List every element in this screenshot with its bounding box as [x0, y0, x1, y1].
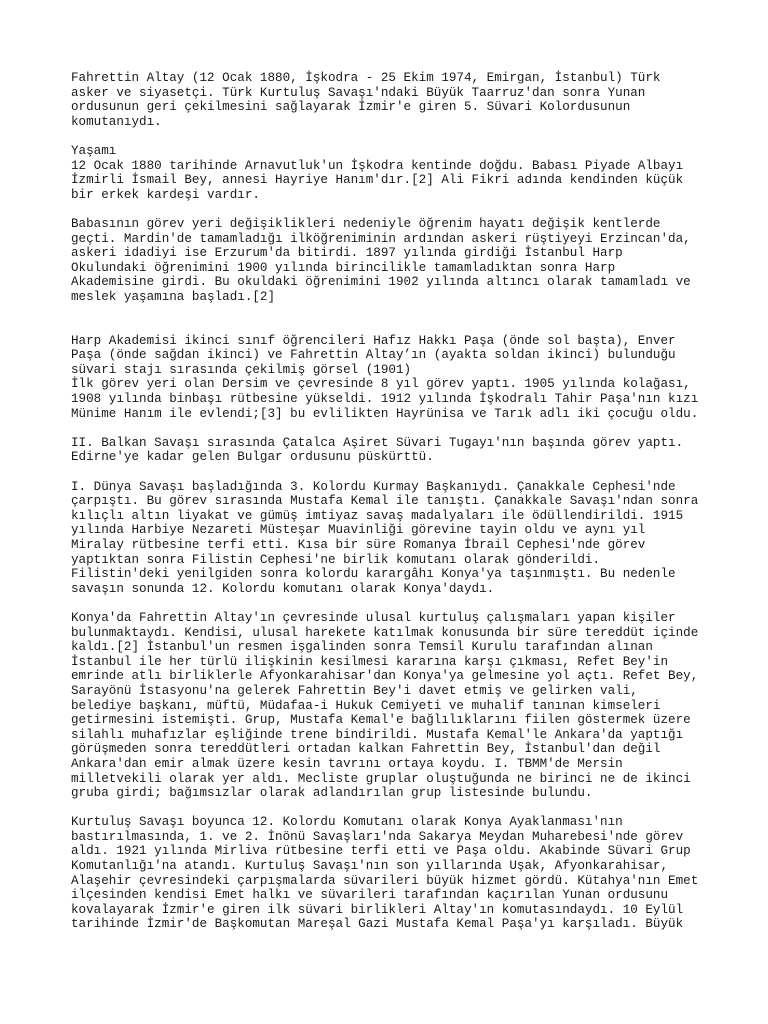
text-line: Paşa (önde sağdan ikinci) ve Fahrettin Altay’ın (ayakta soldan ikinci) bulunduğu	[71, 348, 676, 363]
text-line: meslek yaşamına başladı.[2]	[71, 289, 276, 304]
text-line: Akademisine girdi. Bu okuldaki öğrenimini 1902 yılında altıncı olarak tamamladı ve	[71, 275, 691, 290]
text-line: ordusunun geri çekilmesini sağlayarak İzmir'e giren 5. Süvari Kolordusunun	[71, 100, 631, 115]
text-line: Alaşehir çevresindeki çarpışmalarda süvarileri büyük hizmet gördü. Kütahya'nın Emet	[71, 873, 699, 888]
text-line: tarihinde İzmir'de Başkomutan Mareşal Gazi Mustafa Kemal Paşa'yı karşıladı. Büyük	[71, 917, 684, 932]
paragraph-liberation	[71, 815, 711, 932]
text-line: Kurtuluş Savaşı boyunca 12. Kolordu Komutanı olarak Konya Ayaklanması'nın	[71, 815, 623, 830]
paragraph-life	[71, 144, 711, 202]
text-line: Edirne'ye kadar gelen Bulgar ordusunu püskürttü.	[71, 450, 434, 465]
text-line: bastırılmasında, 1. ve 2. İnönü Savaşları'nda Sakarya Meydan Muharebesi'nde görev	[71, 829, 684, 844]
text-line: asker ve siyasetçi. Türk Kurtuluş Savaşı'ndaki Büyük Taarruz'dan sonra Yunan	[71, 85, 646, 100]
paragraph-wwi	[71, 480, 711, 597]
text-line: aldı. 1921 yılında Mirliva rütbesine terfi etti ve Paşa oldu. Akabinde Süvari Grup	[71, 844, 691, 859]
paragraph-konya	[71, 611, 711, 801]
text-line: ilçesinden kendisi Emet halkı ve süvarileri tarafından kaçırılan Yunan ordusunu	[71, 888, 669, 903]
text-line: belediye başkanı, müftü, Müdafaa-i Hukuk Cemiyeti ve muhalif tanınan kimseleri	[71, 698, 661, 713]
text-line: Konya'da Fahrettin Altay'ın çevresinde ulusal kurtuluş çalışmaları yapan kişiler	[71, 610, 676, 625]
paragraph-balkan	[71, 436, 711, 465]
text-line: Sarayönü İstasyonu'na gelerek Fahrettin Bey'i davet etmiş ve gelirken vali,	[71, 683, 638, 698]
text-line: Ankara'dan emir almak üzere kesin tavrını ortaya koydu. I. TBMM'de Mersin	[71, 756, 623, 771]
paragraph-education	[71, 217, 711, 305]
paragraph-intro	[71, 71, 711, 129]
text-line: kovalayarak İzmir'e giren ilk süvari birlikleri Altay'ın komutasındaydı. 10 Eylül	[71, 902, 684, 917]
text-line: İstanbul ile her türlü ilişkinin kesilmesi kararına karşı çıkması, Refet Bey'in	[71, 654, 669, 669]
text-line: Babasının görev yeri değişiklikleri nedeniyle öğrenim hayatı değişik kentlerde	[71, 216, 661, 231]
paragraph-caption-career	[71, 334, 711, 422]
text-line: Harp Akademisi ikinci sınıf öğrencileri Hafız Hakkı Paşa (önde sol başta), Enver	[71, 333, 676, 348]
text-line: süvari stajı sırasında çekilmiş görsel (1901)	[71, 362, 412, 377]
text-line: Miralay rütbesine terfi etti. Kısa bir süre Romanya İbrail Cephesi'nde görev	[71, 538, 646, 552]
text-line: kılıçlı altın liyakat ve gümüş imtiyaz savaş madalyaları ile ödüllendirildi. 1915	[71, 508, 684, 523]
text-line: savaşın sonunda 12. Kolordu komutanı olarak Konya'daydı.	[71, 581, 495, 596]
text-line: Okulundaki öğrenimini 1900 yılında birincilikle tamamladıktan sonra Harp	[71, 260, 616, 275]
text-line: getirmesini istemişti. Grup, Mustafa Kemal'e bağlılıklarını fiilen göstermek üzere	[71, 713, 691, 728]
text-line: Münime Hanım ile evlendi;[3] bu evlilikten Hayrünisa ve Tarık adlı iki çocuğu oldu.	[71, 406, 699, 421]
text-line: İzmirli İsmail Bey, annesi Hayriye Hanım'dır.[2] Ali Fikri adında kendinden küçük	[71, 173, 684, 188]
text-line: Fahrettin Altay (12 Ocak 1880, İşkodra - 25 Ekim 1974, Emirgan, İstanbul) Türk	[71, 71, 661, 85]
text-line: Komutanlığı'na atandı. Kurtuluş Savaşı'nın son yıllarında Uşak, Afyonkarahisar,	[71, 859, 669, 874]
text-line: emrinde atlı birliklerle Afyonkarahisar'dan Konya'ya gelmesine yol açtı. Refet Bey,	[71, 669, 699, 684]
text-line: yılında Harbiye Nezareti Müsteşar Muavinliği görevine tayin oldu ve aynı yıl	[71, 523, 646, 538]
text-line: yaptıktan sonra Filistin Cephesi'ne birlik komutanı olarak gönderildi.	[71, 552, 601, 567]
text-line: milletvekili olarak yer aldı. Mecliste gruplar oluştuğunda ne birinci ne de ikinci	[71, 771, 691, 786]
text-line: kaldı.[2] İstanbul'un resmen işgalinden sonra Temsil Kurulu tarafından alınan	[71, 640, 653, 655]
text-line: II. Balkan Savaşı sırasında Çatalca Aşiret Süvari Tugayı'nın başında görev yaptı.	[71, 435, 684, 450]
text-line: İlk görev yeri olan Dersim ve çevresinde 8 yıl görev yaptı. 1905 yılında kolağası,	[71, 377, 691, 392]
text-line: I. Dünya Savaşı başladığında 3. Kolordu Kurmay Başkanıydı. Çanakkale Cephesi'nde	[71, 479, 676, 494]
text-line: Yaşamı	[71, 143, 117, 158]
text-line: 12 Ocak 1880 tarihinde Arnavutluk'un İşkodra kentinde doğdu. Babası Piyade Albayı	[71, 158, 684, 173]
text-line: silahlı muhafızlar eşliğinde trene bindirildi. Mustafa Kemal'le Ankara'da yaptığı	[71, 727, 684, 742]
document-page	[71, 71, 711, 947]
text-line: komutanıydı.	[71, 114, 162, 129]
blank-gap	[71, 319, 711, 334]
text-line: Filistin'deki yenilgiden sonra kolordu karargâhı Konya'ya taşınmıştı. Bu nedenle	[71, 567, 676, 582]
text-line: bulunmaktaydı. Kendisi, ulusal harekete katılmak konusunda bir süre tereddüt içinde	[71, 625, 699, 640]
text-line: askeri idadiyi ise Erzurum'da bitirdi. 1897 yılında girdiği İstanbul Harp	[71, 246, 623, 261]
text-line: geçti. Mardin'de tamamladığı ilköğreniminin ardından askeri rüştiyeyi Erzincan'da,	[71, 231, 691, 246]
text-line: 1908 yılında binbaşı rütbesine yükseldi. 1912 yılında İşkodralı Tahir Paşa'nın kızı	[71, 392, 699, 407]
text-line: bir erkek kardeşi vardır.	[71, 187, 260, 202]
text-line: gruba girdi; bağımsızlar olarak adlandırılan grup listesinde bulundu.	[71, 786, 593, 801]
text-line: çarpıştı. Bu görev sırasında Mustafa Kemal ile tanıştı. Çanakkale Savaşı'ndan sonra	[71, 494, 699, 509]
text-line: görüşmeden sonra tereddütleri ortadan kalkan Fahrettin Bey, İstanbul'dan değil	[71, 742, 661, 757]
